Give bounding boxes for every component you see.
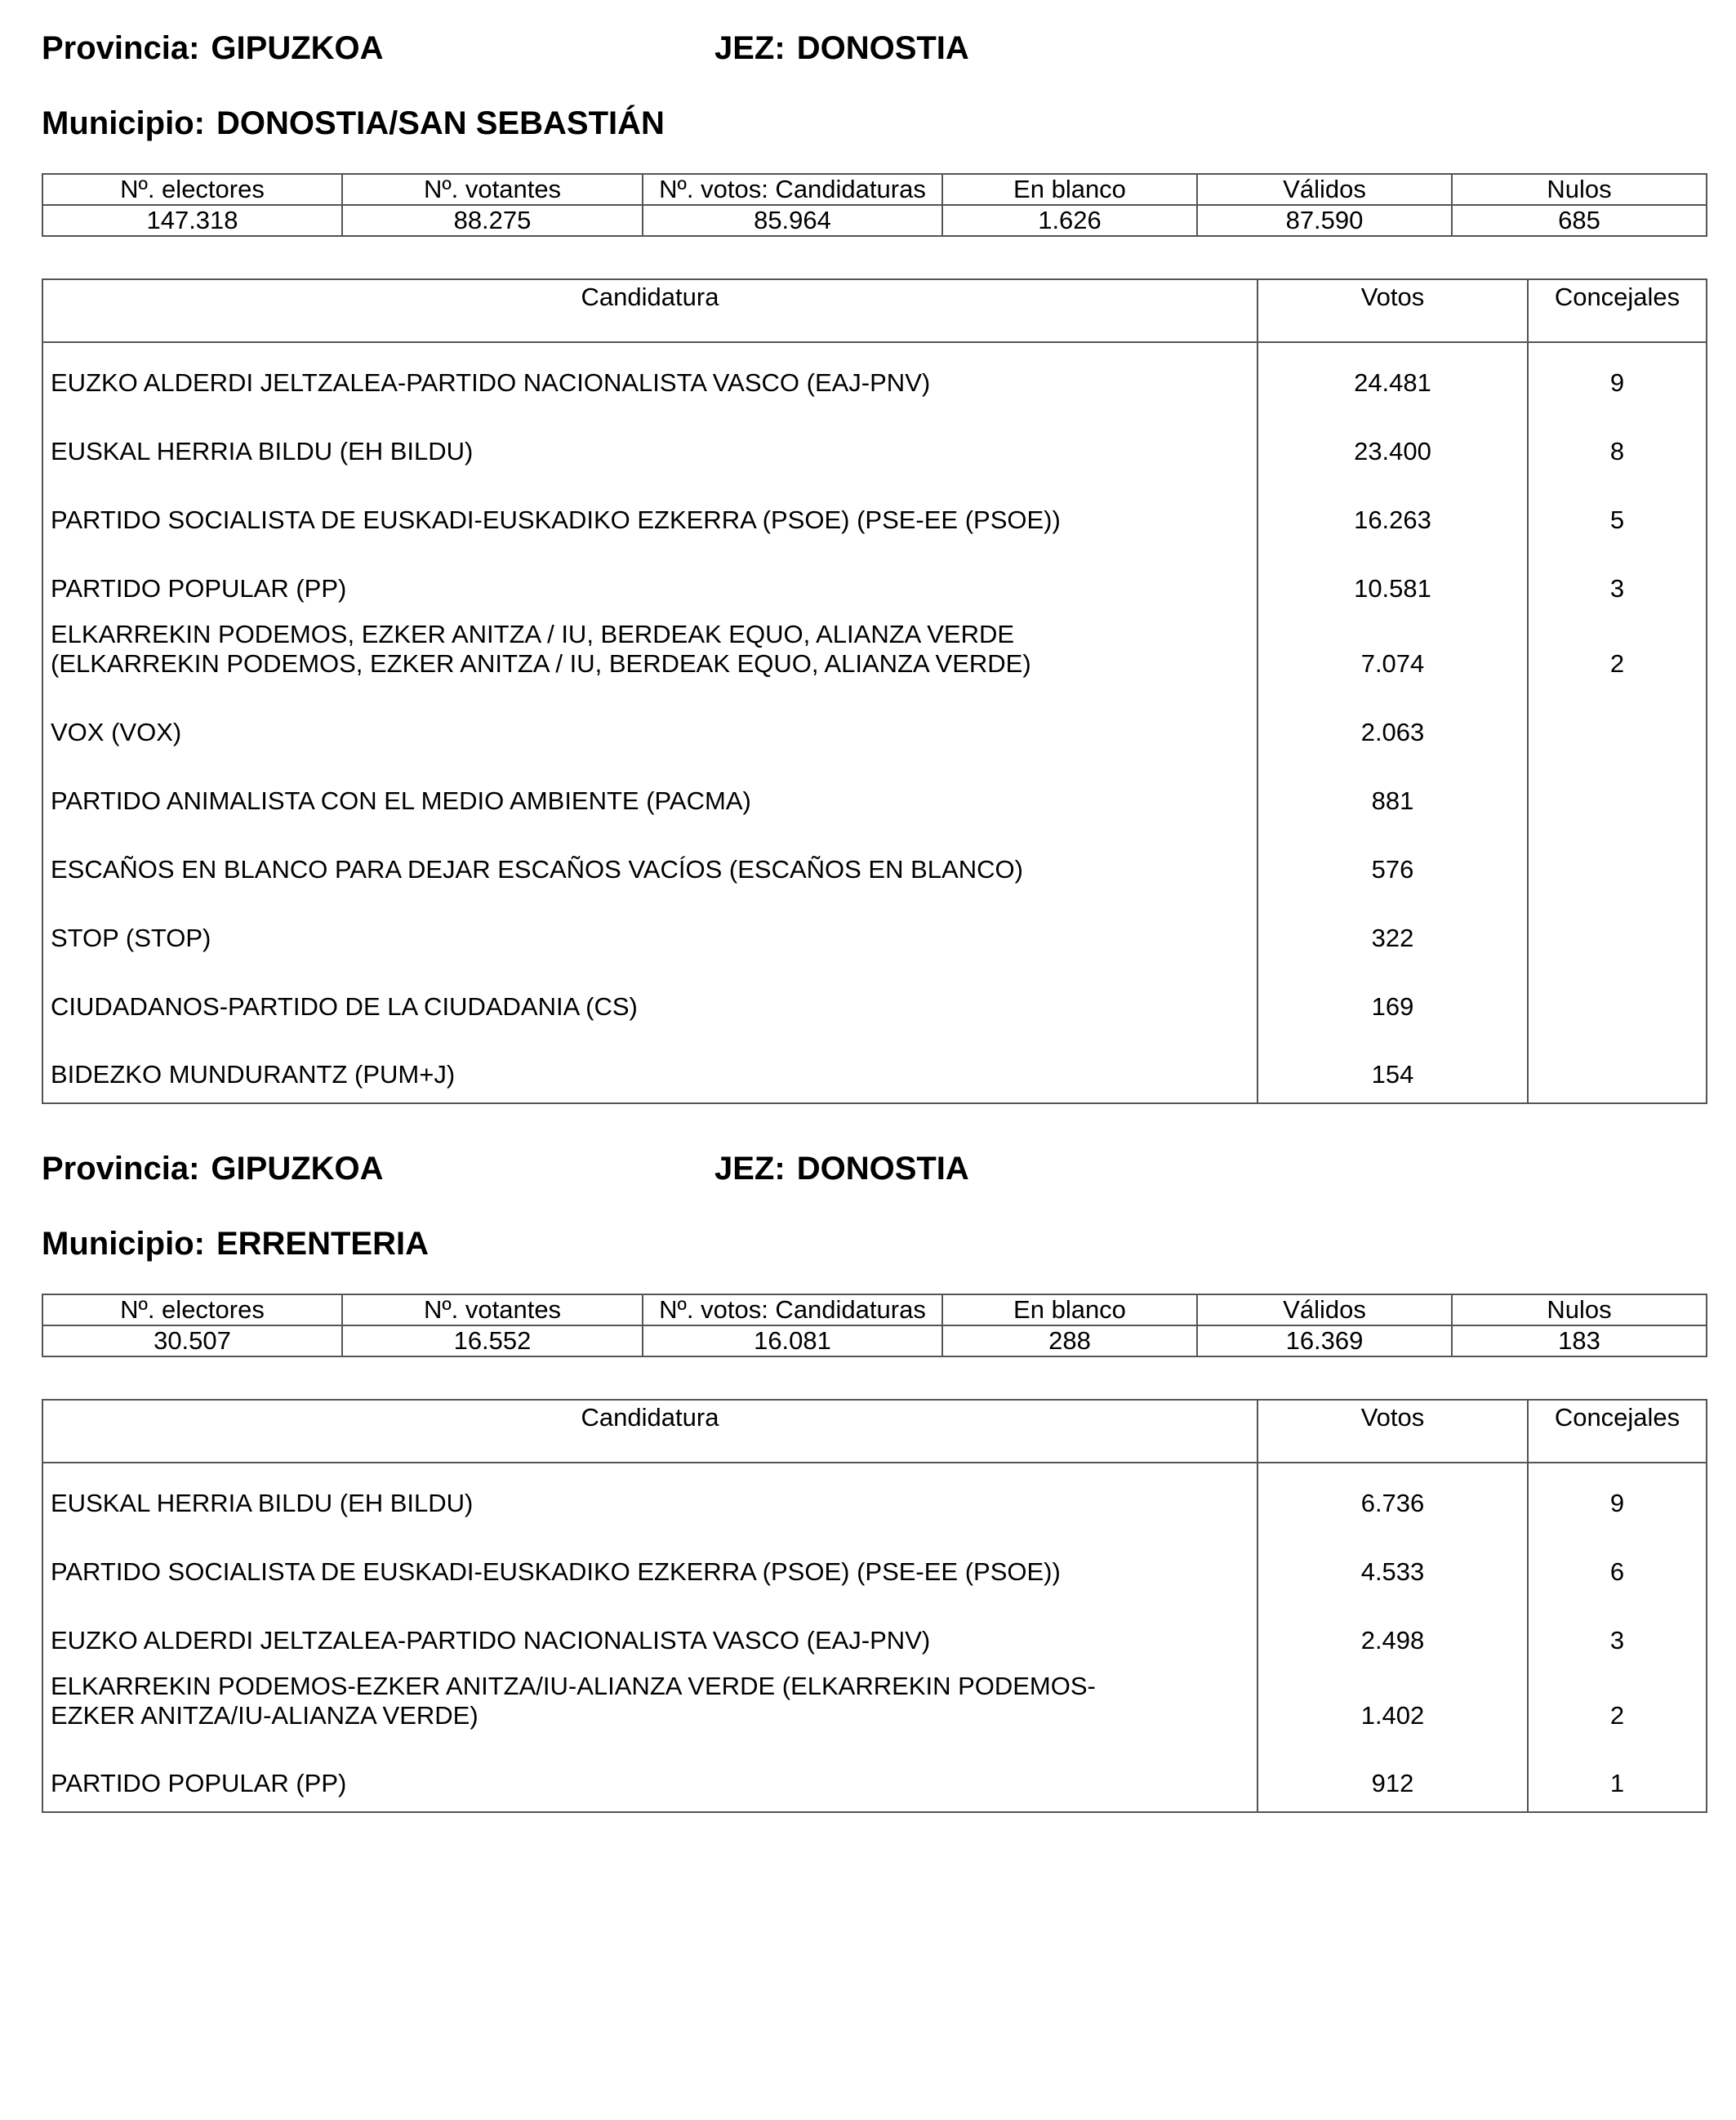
table-row: [42, 897, 1707, 966]
candidatura-name: CIUDADANOS-PARTIDO DE LA CIUDADANIA (CS): [42, 966, 1257, 1035]
summary-header-en-blanco: En blanco: [942, 1294, 1197, 1325]
candidatura-name: BIDEZKO MUNDURANTZ (PUM+J): [42, 1035, 1257, 1103]
concejales-value: [1528, 760, 1707, 829]
provincia-label: Provincia:: [42, 30, 200, 66]
summary-header-nulos: Nulos: [1452, 174, 1707, 205]
votos-value: 4.533: [1257, 1531, 1528, 1600]
votos-value: 7.074: [1257, 617, 1528, 692]
summary-value-votos-candidaturas: 16.081: [643, 1325, 942, 1356]
votos-value: 10.581: [1257, 548, 1528, 617]
concejales-value: 9: [1528, 342, 1707, 411]
candidatura-name: PARTIDO POPULAR (PP): [42, 1744, 1257, 1812]
municipality-section-donostia: [42, 0, 1706, 1111]
candidatura-name: ESCAÑOS EN BLANCO PARA DEJAR ESCAÑOS VACÍOS (ESCAÑOS EN BLANCO): [42, 829, 1257, 897]
summary-value-votantes: 88.275: [342, 205, 643, 236]
summary-value-en-blanco: 1.626: [942, 205, 1197, 236]
provincia-value: GIPUZKOA: [211, 1151, 384, 1187]
candidatura-name: PARTIDO POPULAR (PP): [42, 548, 1257, 617]
candidatura-name: EUZKO ALDERDI JELTZALEA-PARTIDO NACIONALISTA VASCO (EAJ-PNV): [42, 342, 1257, 411]
results-header-concejales: Concejales: [1528, 1400, 1707, 1463]
candidatura-name: PARTIDO SOCIALISTA DE EUSKADI-EUSKADIKO EZKERRA (PSOE) (PSE-EE (PSOE)): [42, 1531, 1257, 1600]
votos-value: 24.481: [1257, 342, 1528, 411]
candidatura-name: PARTIDO SOCIALISTA DE EUSKADI-EUSKADIKO EZKERRA (PSOE) (PSE-EE (PSOE)): [42, 479, 1257, 548]
concejales-value: [1528, 829, 1707, 897]
municipio-value: DONOSTIA/SAN SEBASTIÁN: [216, 105, 665, 141]
table-row: [42, 1744, 1707, 1812]
summary-value-electores: 147.318: [42, 205, 342, 236]
results-header-candidatura: Candidatura: [42, 1400, 1257, 1463]
votos-value: 2.063: [1257, 692, 1528, 760]
table-row: [42, 1463, 1707, 1531]
summary-header-votos-candidaturas: Nº. votos: Candidaturas: [643, 174, 942, 205]
summary-header-en-blanco: En blanco: [942, 174, 1197, 205]
jez-value: DONOSTIA: [796, 1151, 969, 1187]
summary-value-row: [42, 1325, 1707, 1356]
table-row: [42, 829, 1707, 897]
votos-value: 322: [1257, 897, 1528, 966]
table-row: [42, 342, 1707, 411]
concejales-value: 6: [1528, 1531, 1707, 1600]
results-header-votos: Votos: [1257, 1400, 1528, 1463]
table-row: [42, 479, 1707, 548]
summary-header-row: [42, 1294, 1707, 1325]
candidatura-name: EUSKAL HERRIA BILDU (EH BILDU): [42, 1463, 1257, 1531]
table-row: [42, 411, 1707, 479]
concejales-value: 2: [1528, 617, 1707, 692]
concejales-value: [1528, 966, 1707, 1035]
table-row: [42, 760, 1707, 829]
summary-header-votantes: Nº. votantes: [342, 1294, 643, 1325]
candidatura-name: ELKARREKIN PODEMOS, EZKER ANITZA / IU, BERDEAK EQUO, ALIANZA VERDE (ELKARREKIN PODEMOS, EZKER ANITZA / IU, BERDEAK EQUO, ALIANZA VERDE): [42, 617, 1257, 692]
candidatura-name: STOP (STOP): [42, 897, 1257, 966]
provincia-label: Provincia:: [42, 1151, 200, 1187]
summary-header-votos-candidaturas: Nº. votos: Candidaturas: [643, 1294, 942, 1325]
candidatura-name: EUSKAL HERRIA BILDU (EH BILDU): [42, 411, 1257, 479]
summary-table: [42, 173, 1707, 237]
provincia-heading: [42, 1152, 384, 1185]
summary-header-electores: Nº. electores: [42, 1294, 342, 1325]
table-row: [42, 1035, 1707, 1103]
candidatura-name: EUZKO ALDERDI JELTZALEA-PARTIDO NACIONALISTA VASCO (EAJ-PNV): [42, 1600, 1257, 1668]
concejales-value: [1528, 897, 1707, 966]
summary-value-row: [42, 205, 1707, 236]
candidatura-name: ELKARREKIN PODEMOS-EZKER ANITZA/IU-ALIANZA VERDE (ELKARREKIN PODEMOS- EZKER ANITZA/IU-ALIANZA VERDE): [42, 1668, 1257, 1744]
table-row: [42, 617, 1707, 692]
municipio-heading: [42, 1227, 429, 1260]
municipio-value: ERRENTERIA: [216, 1226, 429, 1262]
results-table: [42, 278, 1707, 1104]
votos-value: 881: [1257, 760, 1528, 829]
jez-label: JEZ:: [714, 1151, 786, 1187]
table-row: [42, 548, 1707, 617]
summary-value-nulos: 183: [1452, 1325, 1707, 1356]
votos-value: 154: [1257, 1035, 1528, 1103]
votos-value: 576: [1257, 829, 1528, 897]
results-header-votos: Votos: [1257, 279, 1528, 342]
summary-header-validos: Válidos: [1197, 1294, 1452, 1325]
jez-label: JEZ:: [714, 30, 786, 66]
table-row: [42, 1668, 1707, 1744]
concejales-value: 5: [1528, 479, 1707, 548]
votos-value: 1.402: [1257, 1668, 1528, 1744]
provincia-heading: [42, 32, 384, 65]
summary-value-validos: 87.590: [1197, 205, 1452, 236]
summary-table: [42, 1294, 1707, 1357]
results-header-candidatura: Candidatura: [42, 279, 1257, 342]
summary-header-validos: Válidos: [1197, 174, 1452, 205]
votos-value: 2.498: [1257, 1600, 1528, 1668]
concejales-value: [1528, 692, 1707, 760]
votos-value: 16.263: [1257, 479, 1528, 548]
concejales-value: 9: [1528, 1463, 1707, 1531]
concejales-value: 3: [1528, 548, 1707, 617]
municipio-label: Municipio:: [42, 1226, 205, 1262]
jez-value: DONOSTIA: [796, 30, 969, 66]
summary-header-electores: Nº. electores: [42, 174, 342, 205]
candidatura-name: VOX (VOX): [42, 692, 1257, 760]
municipio-heading: [42, 107, 665, 140]
candidatura-name: PARTIDO ANIMALISTA CON EL MEDIO AMBIENTE (PACMA): [42, 760, 1257, 829]
summary-value-validos: 16.369: [1197, 1325, 1452, 1356]
table-row: [42, 1531, 1707, 1600]
results-header-row: [42, 279, 1707, 342]
summary-value-votantes: 16.552: [342, 1325, 643, 1356]
table-row: [42, 692, 1707, 760]
results-header-row: [42, 1400, 1707, 1463]
summary-value-votos-candidaturas: 85.964: [643, 205, 942, 236]
concejales-value: 1: [1528, 1744, 1707, 1812]
table-row: [42, 1600, 1707, 1668]
votos-value: 912: [1257, 1744, 1528, 1812]
results-header-concejales: Concejales: [1528, 279, 1707, 342]
concejales-value: 2: [1528, 1668, 1707, 1744]
summary-header-row: [42, 174, 1707, 205]
votos-value: 6.736: [1257, 1463, 1528, 1531]
results-table: [42, 1399, 1707, 1813]
votos-value: 23.400: [1257, 411, 1528, 479]
table-row: [42, 966, 1707, 1035]
concejales-value: 3: [1528, 1600, 1707, 1668]
summary-value-en-blanco: 288: [942, 1325, 1197, 1356]
provincia-value: GIPUZKOA: [211, 30, 384, 66]
votos-value: 169: [1257, 966, 1528, 1035]
municipality-section-errenteria: [42, 1120, 1706, 1823]
concejales-value: [1528, 1035, 1707, 1103]
summary-value-nulos: 685: [1452, 205, 1707, 236]
summary-header-nulos: Nulos: [1452, 1294, 1707, 1325]
concejales-value: 8: [1528, 411, 1707, 479]
summary-value-electores: 30.507: [42, 1325, 342, 1356]
summary-header-votantes: Nº. votantes: [342, 174, 643, 205]
municipio-label: Municipio:: [42, 105, 205, 141]
jez-heading: [714, 32, 969, 65]
jez-heading: [714, 1152, 969, 1185]
